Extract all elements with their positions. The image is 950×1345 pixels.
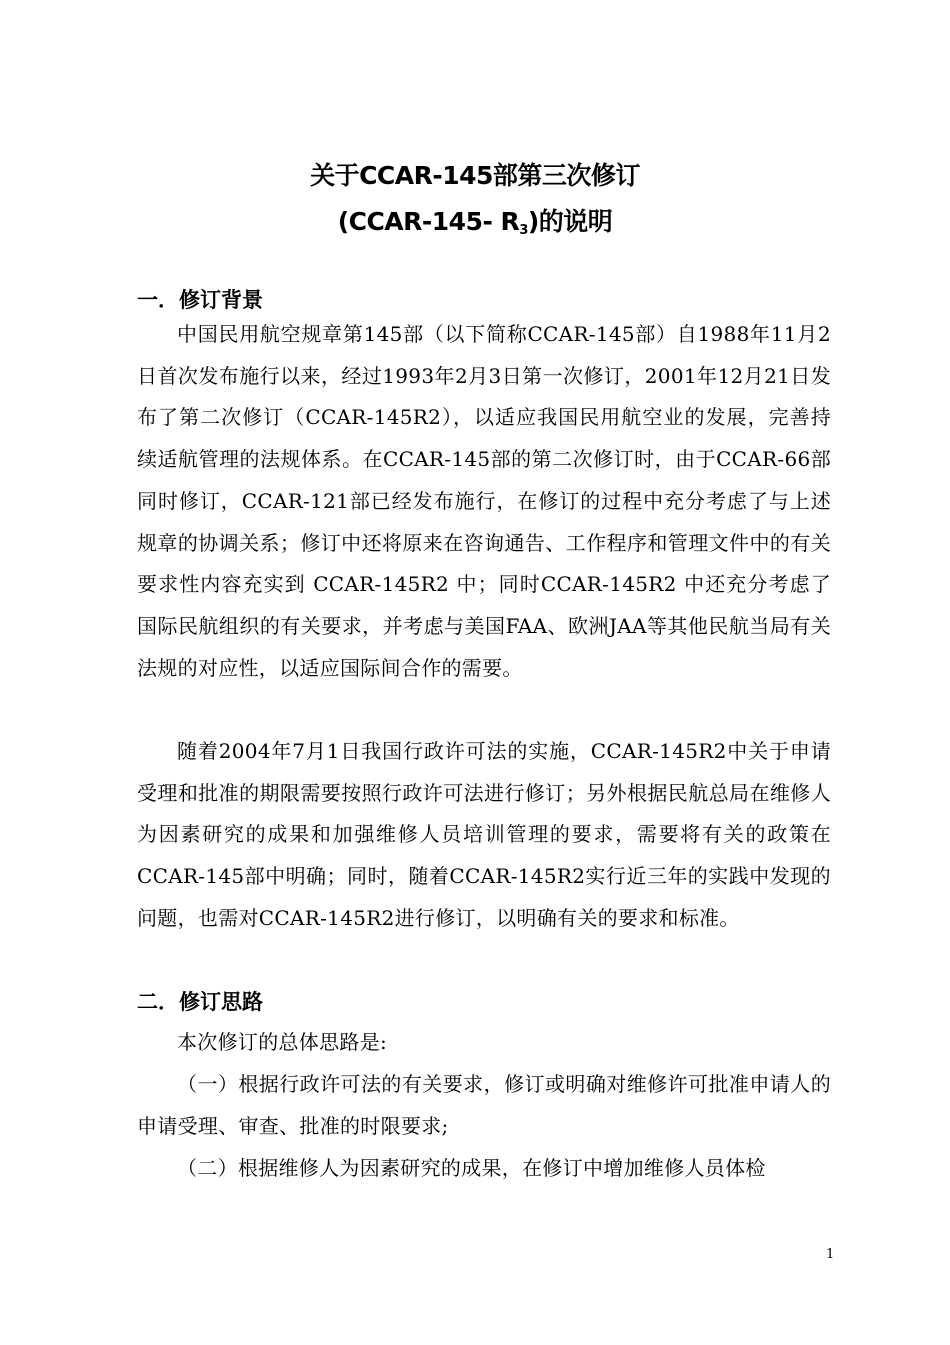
page-number: 1 <box>826 1247 835 1262</box>
title-line2-subscript: 3 <box>519 223 528 238</box>
paragraph-approach-item-2: （二）根据维修人为因素研究的成果，在修订中增加维修人员体检 <box>177 1156 766 1180</box>
section-heading-background: 一．修订背景 <box>137 288 263 312</box>
title-line2-prefix: (CCAR-145- R <box>337 207 520 236</box>
title-line2-suffix: )的说明 <box>527 207 613 236</box>
section-heading-approach: 二．修订思路 <box>137 990 263 1014</box>
paragraph-background-1: 中国民用航空规章第145部（以下简称CCAR-145部）自1988年11月2日首次发布施行以来，经过1993年2月3日第一次修订，2001年12月21日发布了第二次修订（CCAR-145R2），以适应我国民用航空业的发展，完善持续适航管理的法规体系。在CCAR-145部的第二次修订时，由于CCAR-66部同时修订，CCAR-121部已经发布施行，在修订的过程中充分考虑了与上述规章的协调关系；修订中还将原来在咨询通告、工作程序和管理文件中的有关要求性内容充实到 CCAR-145R2 中；同时CCAR-145R2 中还充分考虑了国际民航组织的有关要求，并考虑与美国FAA、欧洲JAA等其他民航当局有关法规的对应性，以适应国际间合作的需要。 <box>137 322 831 680</box>
document-title-line1: 关于CCAR-145部第三次修订 <box>310 161 640 190</box>
paragraph-approach-item-1: （一）根据行政许可法的有关要求，修订或明确对维修许可批准申请人的申请受理、审查、批准的时限要求; <box>137 1072 831 1138</box>
paragraph-approach-intro: 本次修订的总体思路是: <box>177 1030 388 1054</box>
paragraph-background-2: 随着2004年7月1日我国行政许可法的实施，CCAR-145R2中关于申请受理和批准的期限需要按照行政许可法进行修订；另外根据民航总局在维修人为因素研究的成果和加强维修人员培训管理的要求，需要将有关的政策在CCAR-145部中明确；同时，随着CCAR-145R2实行近三年的实践中发现的问题，也需对CCAR-145R2进行修订，以明确有关的要求和标准。 <box>137 739 831 930</box>
document-title-line2 <box>0 202 950 238</box>
